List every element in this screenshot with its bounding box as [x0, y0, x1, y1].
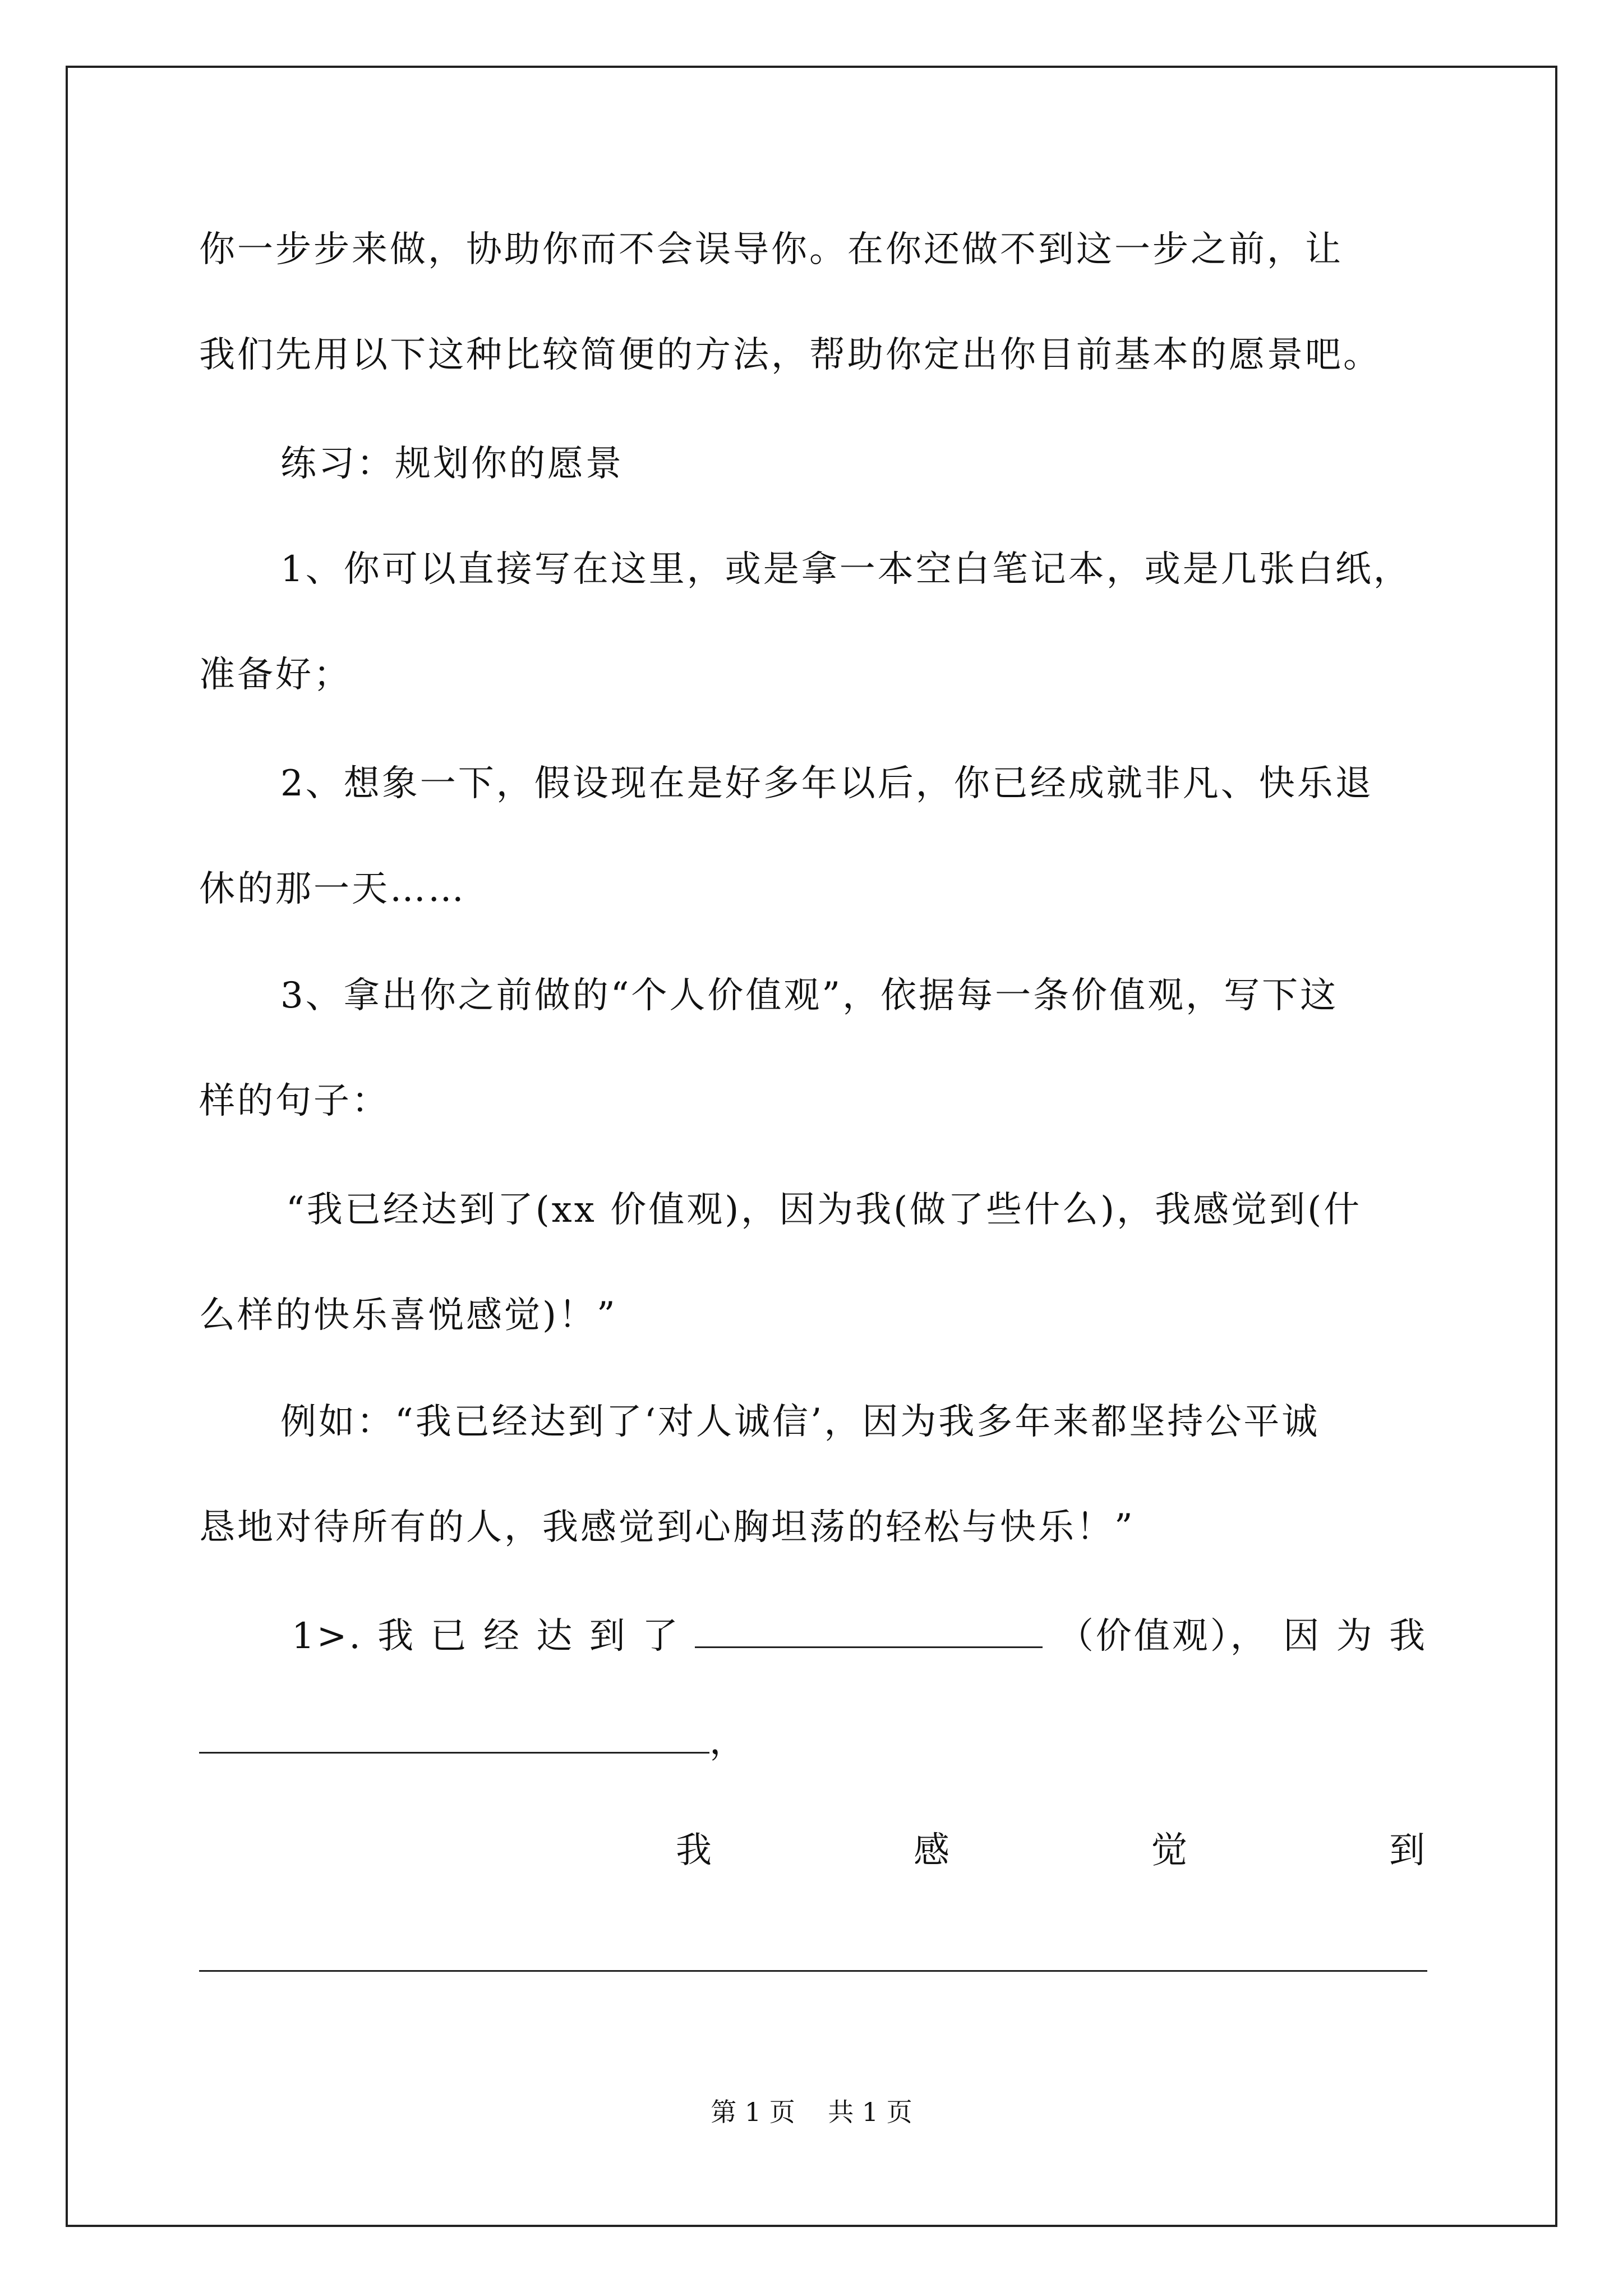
page-footer: 第 1 页 共 1 页	[711, 2097, 912, 2127]
page-border	[66, 66, 1557, 2227]
fill-in-word: 达	[536, 1616, 575, 1657]
step-1-line: 1、你可以直接写在这里，或是拿一本空白笔记本，或是几张白纸，	[280, 549, 1412, 590]
fill-in-row	[199, 1717, 1427, 1767]
value-blank[interactable]	[695, 1613, 1043, 1648]
feel-word: 到	[1389, 1830, 1427, 1871]
feel-word: 我	[676, 1830, 714, 1871]
action-blank[interactable]	[199, 1718, 709, 1754]
fill-in-word: 到	[589, 1616, 628, 1657]
fill-in-word: 因	[1283, 1616, 1322, 1657]
value-hint: （价值观），	[1057, 1616, 1269, 1657]
feel-word: 觉	[1151, 1830, 1189, 1871]
fill-in-word: 已	[430, 1616, 469, 1657]
feel-word: 感	[914, 1830, 952, 1871]
example-line: 例如：“我已经达到了‘对人诚信’，因为我多年来都坚持公平诚	[280, 1401, 1320, 1443]
exercise-title: 练习：规划你的愿景	[280, 443, 624, 485]
fill-in-word: 了	[642, 1616, 681, 1657]
fill-in-word: 为	[1336, 1616, 1375, 1657]
step-2-line: 休的那一天……	[199, 868, 466, 910]
paragraph-line: 你一步步来做，协助你而不会误导你。在你还做不到这一步之前，让	[199, 229, 1343, 270]
step-2-line: 2、想象一下，假设现在是好多年以后，你已经成就非凡、快乐退	[280, 763, 1373, 804]
comma: ，	[709, 1721, 748, 1763]
paragraph-line: 我们先用以下这种比较简便的方法，帮助你定出你目前基本的愿景吧。	[199, 334, 1381, 376]
step-1-line: 准备好；	[199, 654, 352, 696]
fill-in-word: 我	[1389, 1616, 1427, 1657]
fill-in-row	[292, 1611, 1427, 1662]
template-sentence-line: “我已经达到了(xx 价值观)，因为我(做了些什么)，我感觉到(什	[286, 1189, 1362, 1231]
template-sentence-line: 么样的快乐喜悦感觉)！”	[199, 1295, 617, 1336]
fill-in-word: 我	[377, 1616, 416, 1657]
example-line: 恳地对待所有的人，我感觉到心胸坦荡的轻松与快乐！”	[199, 1507, 1135, 1548]
step-3-line: 样的句子：	[199, 1080, 390, 1122]
fill-in-word: 经	[483, 1616, 522, 1657]
feeling-blank[interactable]	[199, 1970, 1427, 1972]
feel-row	[676, 1825, 1427, 1876]
step-3-line: 3、拿出你之前做的“个人价值观”，依据每一条价值观，写下这	[280, 975, 1339, 1016]
item-number: 1>.	[292, 1616, 363, 1657]
